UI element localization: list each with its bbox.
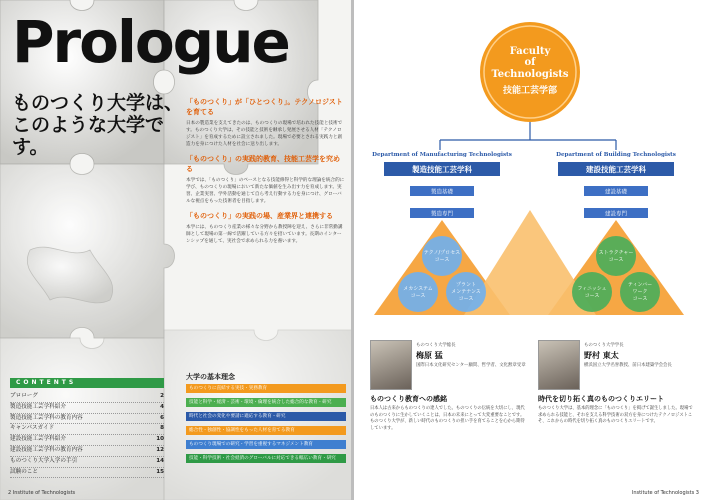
section-body-2: 本学では、「ものつくり」のベースとなる技能修得と科学的な理論を統合的に学び、ものつくりの現場において新たな価値を生み出す力を育成します。実習、企業実習、学外活動を通じて自ら考え行動する力を身につけ、グローバルな視点をもった技術者を目指します。 [186, 178, 345, 204]
contents-list [10, 392, 164, 478]
chancellor-title: 横浜国立大学名誉教授、前日本建築学会会長 [584, 363, 672, 368]
lead-heading [12, 92, 192, 158]
mfg-course-circle-1 [422, 236, 462, 276]
section-body-1: 日本の製造業を支えてきたのは、ものつくりの現場で培われた技能と技術です。ものつくり大学は、その技能と技術を継承し発展させる人材「テクノロジスト」を育成するために設立されました。現場で必要とされる実践力と創造力を身につけた人材を社会に送り出します。 [186, 121, 343, 147]
contents-item-label: 試験のこと [10, 468, 38, 475]
president-name: 梅原 猛 [416, 351, 443, 360]
right-page-footer: Institute of Technologists 3 [631, 490, 699, 496]
contents-item-label: プロローグ [10, 393, 38, 399]
mfg-course-3-l3: コース [458, 296, 474, 302]
contents-item-page: 15 [156, 468, 164, 475]
bld-course-3-l3: コース [632, 296, 648, 302]
chancellor-message-body: ものつくり大学は、基本的理念に「ものつくり」を掲げて誕生しました。現場で求められる技能と、それを支える科学技術の双方を身につけたテクノロジストこそ、これからの時代を切り拓く真のものつくりエリートです。 [538, 406, 693, 425]
mfg-course-circle-2 [398, 272, 438, 312]
contents-heading: CONTENTS [10, 378, 164, 388]
contents-item-label: 建設技能工芸学科の教育内容 [10, 446, 83, 453]
page-title: Prologue [12, 8, 289, 76]
principle-bar-5: ものつくり現場での研究・学習を重視するマネジメント教育 [186, 440, 346, 449]
lead-line-1: ものつくり大学は、 [12, 92, 184, 114]
chancellor-message-heading: 時代を切り拓く真のものつくりエリート [538, 395, 664, 403]
contents-item-page: 8 [160, 425, 164, 432]
faculty-en-line-3: Technologists [491, 69, 569, 80]
faculty-jp: 技能工芸学部 [502, 86, 558, 96]
basic-principles-title: 大学の基本理念 [186, 373, 235, 381]
principle-bar-4: 総合性・独創性・協調性をもった人材を育てる教育 [186, 426, 346, 435]
mfg-step-2: 製造専門 [430, 211, 454, 218]
contents-item[interactable] [10, 403, 164, 414]
principle-bar-3: 時代と社会の変化や要請に適応する教育・研究 [186, 412, 346, 421]
contents-item[interactable] [10, 446, 164, 457]
faculty-en-line-1: Faculty [509, 46, 551, 57]
dept-mfg-en: Department of Manufacturing Technologists [372, 152, 512, 158]
section-heading-2: 「ものつくり」の実践的教育、技能工芸学を究める [186, 155, 340, 173]
contents-item-label: キャンパスガイド [10, 425, 55, 432]
president-message-body: 日本人は古来からものつくりの達人でした。ものつくりの伝統を大切にし、現代のものつくりに生かしていくことは、日本の未来にとって大変重要なことです。ものつくり大学が、新しい時代のものつくりの担い手を育てることを心から期待しています。 [370, 406, 525, 431]
mfg-step-1: 製造基礎 [430, 189, 454, 196]
left-page-footer: 2 Institute of Technologists [8, 490, 76, 496]
chancellor-name: 野村 東太 [584, 351, 619, 360]
mfg-course-3-l1: プラント [455, 282, 477, 288]
president-title: 国際日本文化研究センター顧問、哲学者、文化勲章受章 [416, 363, 526, 368]
section-body-3: 本学には、ものつくり産業の様々な分野から教授陣を迎え、さらに非常勤講師として現場の第一線で活躍している方々を招いています。長期のインターンシップを通して、実社会で求められる力を養います。 [186, 225, 343, 244]
contents-item-label: 建設技能工芸学科紹介 [10, 436, 66, 443]
principle-bar-2: 技能と科学・経済・芸術・環境・倫理を統合した総合的な教育・研究 [186, 398, 346, 407]
contents-item-label: 製造技能工芸学科紹介 [10, 403, 66, 410]
contents-item-label: 製造技能工芸学科の教育内容 [10, 414, 83, 421]
president-message-heading: ものつくり教育への感銘 [370, 395, 447, 403]
bld-course-1-l1: ストラクチャー [598, 250, 634, 256]
section-heading-3: 「ものつくり」の実践の場、産業界と連携する [186, 212, 333, 220]
bld-step-1: 建設基礎 [604, 189, 628, 196]
mfg-course-1-l1: テクノ/プロセス [423, 250, 461, 256]
chancellor-role: ものつくり大学学長 [584, 343, 624, 348]
contents-item-page: 2 [160, 393, 164, 399]
president-portrait [370, 340, 412, 390]
left-page [0, 0, 352, 500]
right-page [354, 0, 707, 500]
contents-item[interactable] [10, 435, 164, 446]
chancellor-portrait [538, 340, 580, 390]
faculty-en-line-2: of [524, 57, 536, 68]
dept-mfg-jp: 製造技能工芸学科 [412, 165, 472, 174]
contents-item-page: 10 [156, 436, 164, 443]
contents-item-page: 12 [156, 446, 164, 453]
bld-step-2: 建設専門 [604, 211, 628, 218]
lead-line-2: このような大学です。 [12, 114, 165, 158]
contents-item[interactable] [10, 424, 164, 435]
principle-bar-6: 技能・科学技術・社会経済のグローバルに対応できる幅広い教育・研究 [186, 454, 346, 463]
mfg-course-1-l2: コース [434, 257, 450, 263]
dept-bld-en: Department of Building Technologists [556, 152, 676, 158]
president-role: ものつくり大学総長 [416, 343, 456, 348]
bld-course-circle-1 [596, 236, 636, 276]
section-heading-1: 「ものつくり」が「ひとつくり」。テクノロジストを育てる [186, 98, 343, 116]
bld-course-2-l1: フィニッシュ [577, 286, 607, 292]
bld-course-2-l2: コース [584, 293, 600, 299]
contents-item-page: 14 [156, 457, 164, 464]
principle-bar-1: ものつくりに直結する実技・実務教育 [186, 384, 346, 393]
contents-item[interactable] [10, 392, 164, 403]
contents-item[interactable] [10, 457, 164, 468]
contents-item[interactable] [10, 468, 164, 479]
mfg-course-2-l1: メカシステム [403, 286, 433, 292]
contents-item[interactable] [10, 414, 164, 425]
mfg-course-2-l2: コース [410, 293, 426, 299]
connector-lines [440, 122, 616, 150]
contents-item-page: 6 [160, 414, 164, 421]
bld-course-3-l2: ワーク [632, 289, 648, 295]
dept-bld-jp: 建設技能工芸学科 [586, 165, 646, 174]
bld-course-circle-2 [572, 272, 612, 312]
bld-course-1-l2: コース [608, 257, 624, 263]
mfg-course-3-l2: メンテナンス [451, 289, 481, 295]
contents-item-page: 4 [160, 403, 164, 410]
faculty-organization-diagram [354, 0, 707, 330]
principles-list [186, 384, 346, 468]
contents-item-label: ものつくり大学入学の手引 [10, 457, 78, 464]
intro-text-column [186, 95, 346, 251]
bld-course-3-l1: ティンバー [627, 282, 653, 288]
